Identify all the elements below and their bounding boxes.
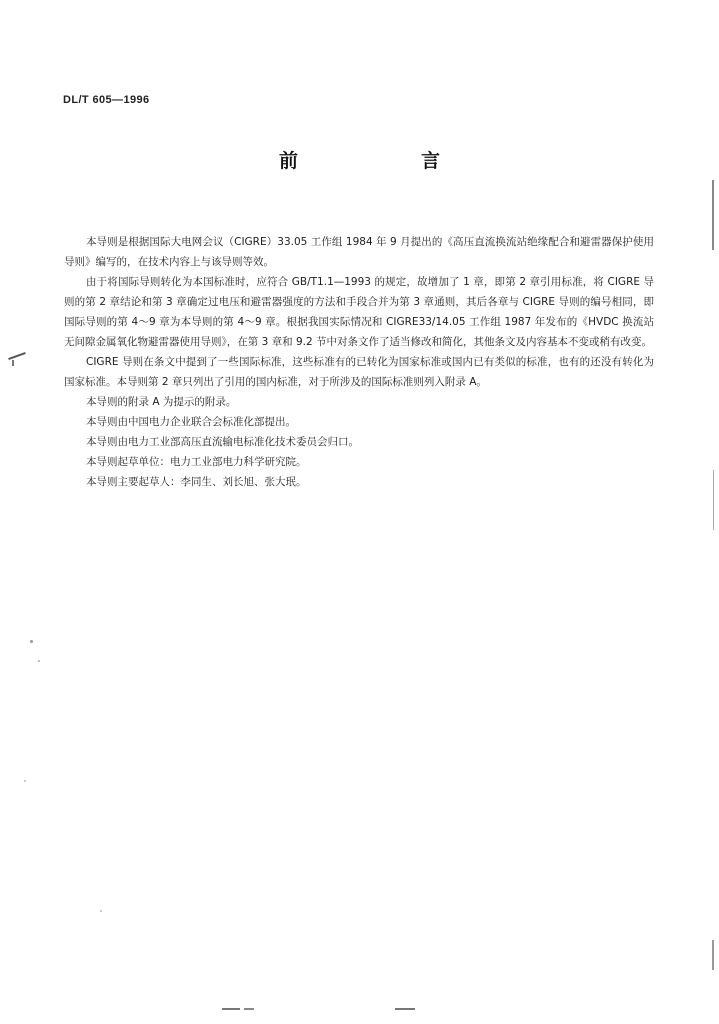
scan-artifact: [100, 910, 102, 912]
scan-artifact: [24, 780, 26, 782]
paragraph: 本导则起草单位：电力工业部电力科学研究院。: [86, 456, 307, 468]
scan-artifact: [12, 360, 14, 366]
standard-code: DL/T 605—1996: [63, 94, 150, 106]
paragraph: 本导则由中国电力企业联合会标准化部提出。: [86, 416, 296, 428]
scan-artifact: [712, 180, 714, 250]
page-title: 前 言: [278, 150, 492, 172]
scan-artifact: [244, 1008, 254, 1010]
paragraph: 本导则的附录 A 为提示的附录。: [86, 396, 237, 408]
foreword-body: [64, 232, 654, 492]
scan-artifact: [713, 470, 714, 530]
scan-artifact: [712, 940, 714, 970]
paragraph: CIGRE 导则在条文中提到了一些国际标准，这些标准有的已转化为国家标准或国内已有类似的标准，也有的还没有转化为国家标准。本导则第 2 章只列出了引用的国内标准，对于所涉及的国际标准则列入附录 A。: [64, 356, 654, 388]
paragraph: 本导则主要起草人：李同生、刘长旭、张大珉。: [86, 476, 307, 488]
scan-artifact: [395, 1008, 415, 1010]
paragraph: 本导则是根据国际大电网会议（CIGRE）33.05 工作组 1984 年 9 月提出的《高压直流换流站绝缘配合和避雷器保护使用导则》编写的，在技术内容上与该导则等效。: [64, 236, 654, 268]
paragraph: 由于将国际导则转化为本国标准时，应符合 GB/T1.1—1993 的规定，故增加了 1 章，即第 2 章引用标准，将 CIGRE 导则的第 2 章结论和第 3 章确定过电压和避雷器强度的方法和手段合并为第 3 章通则，其后各章与 CIGRE 导则的编号相同，即国际导则的第 4～9 章为本导则的第 4～9 章。根据我国实际情况和 CIGRE33/14.05 工作组 1987 年发布的《HVDC 换流站无间隙金属氧化物避雷器使用导则》，在第 3 章和 9.2 节中对条文作了适当修改和简化，其他条文及内容基本不变或稍有改变。: [64, 276, 654, 348]
scan-artifact: [222, 1008, 240, 1010]
scan-artifact: [8, 352, 26, 360]
scan-artifact: [30, 640, 33, 643]
paragraph: 本导则由电力工业部高压直流输电标准化技术委员会归口。: [86, 436, 359, 448]
scan-artifact: [38, 660, 40, 662]
